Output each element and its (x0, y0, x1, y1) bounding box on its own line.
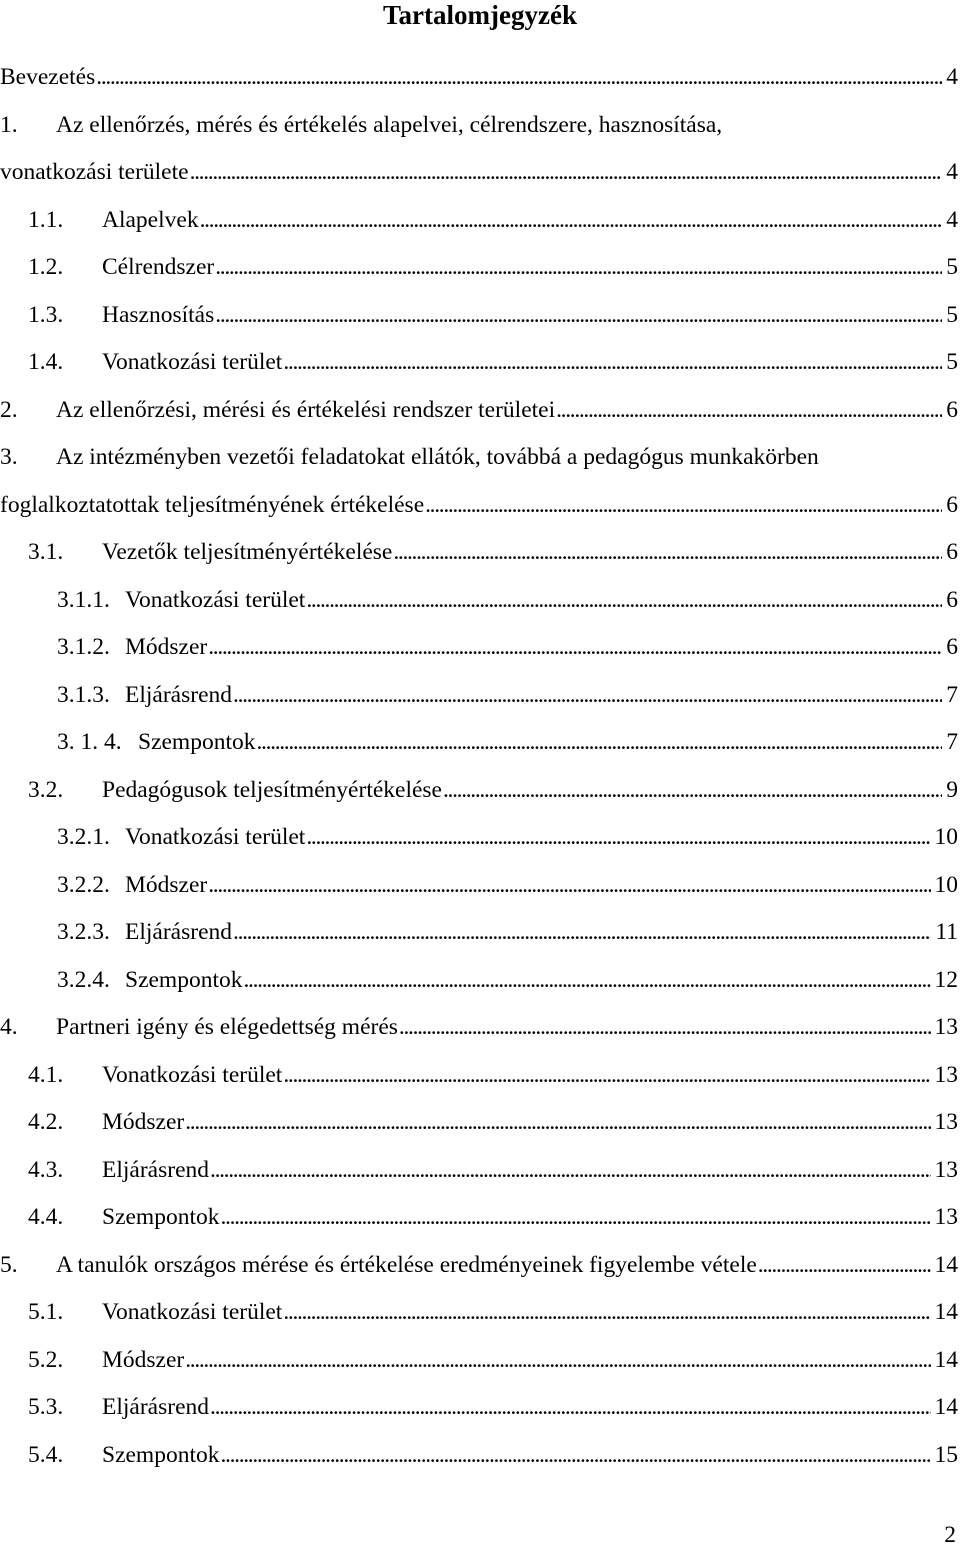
toc-entry-title: Szempontok (102, 1441, 220, 1468)
toc-dot-leader (758, 1242, 931, 1290)
toc-dot-leader (257, 719, 943, 767)
toc-entry[interactable] (0, 197, 960, 245)
toc-entry-title: Eljárásrend (102, 1156, 210, 1183)
toc-entry-number: 3.1.1. (57, 586, 110, 613)
toc-entry-title: Alapelvek (102, 206, 199, 233)
toc-dot-leader (283, 339, 942, 387)
toc-entry-number: 5.4. (28, 1441, 64, 1468)
toc-entry[interactable] (0, 292, 960, 340)
toc-entry-title: Bevezetés (0, 64, 96, 90)
toc-entry-title: Vonatkozási terület (125, 824, 306, 850)
toc-entry[interactable] (0, 434, 960, 529)
toc-entry-number: 4.1. (28, 1061, 64, 1088)
toc-entry-page: 13 (934, 1014, 958, 1040)
toc-entry-title: Hasznosítás (102, 301, 215, 328)
toc-entry[interactable] (0, 1337, 960, 1385)
toc-entry-title: Vezetők teljesítményértékelése (102, 539, 393, 565)
toc-dot-leader (210, 1384, 930, 1432)
toc-entry-number: 3.1.2. (57, 634, 110, 660)
toc-entry-number: 3. 1. 4. (57, 729, 122, 755)
toc-entry-page: 6 (946, 491, 958, 518)
toc-entry-title: Eljárásrend (125, 919, 233, 945)
toc-entry-title: Vonatkozási terület (102, 1299, 283, 1325)
toc-dot-leader (283, 1052, 930, 1100)
toc-entry-number: 3.1. (28, 539, 64, 565)
toc-entry-title: Célrendszer (102, 254, 215, 280)
toc-entry-title: Szempontok (125, 966, 243, 993)
toc-dot-leader (425, 482, 942, 530)
toc-entry-number: 3.2.4. (57, 966, 110, 993)
toc-entry-number: 1.2. (28, 254, 64, 280)
toc-entry[interactable] (0, 1289, 960, 1337)
toc-entry-title: foglalkoztatottak teljesítményének értékelése (0, 491, 425, 518)
toc-entry-title: vonatkozási területe (0, 159, 189, 185)
toc-entry-title-line: Az ellenőrzés, mérés és értékelés alapelvei, célrendszere, hasznosítása, (56, 111, 723, 138)
toc-dot-leader (221, 1432, 931, 1480)
toc-entry[interactable] (0, 1194, 960, 1242)
toc-entry-first-line (0, 102, 960, 150)
toc-entry-page: 4 (946, 206, 958, 233)
toc-entry[interactable] (0, 624, 960, 672)
toc-dot-leader (210, 1147, 930, 1195)
toc-dot-leader (244, 957, 931, 1005)
toc-dot-leader (215, 292, 942, 340)
toc-entry-page: 13 (934, 1204, 958, 1230)
toc-entry-title: Módszer (125, 634, 208, 660)
toc-dot-leader (306, 577, 942, 625)
toc-entry-title: Pedagógusok teljesítményértékelése (102, 776, 442, 803)
toc-entry[interactable] (0, 102, 960, 197)
toc-entry[interactable] (0, 1004, 960, 1052)
toc-entry-number: 5.2. (28, 1346, 64, 1373)
toc-entry-title: Szempontok (102, 1204, 220, 1230)
toc-entry-number: 3.2.1. (57, 824, 110, 850)
toc-dot-leader (185, 1337, 930, 1385)
toc-entry-page: 4 (946, 159, 958, 185)
toc-entry-title-line: Az intézményben vezetői feladatokat ellátók, továbbá a pedagógus munkakörben (56, 444, 819, 470)
toc-entry-title: Partneri igény és elégedettség mérés (56, 1014, 398, 1040)
toc-entry-page: 5 (946, 349, 958, 375)
toc-entry[interactable] (0, 862, 960, 910)
toc-dot-leader (393, 529, 942, 577)
toc-entry-number: 2. (0, 396, 18, 423)
toc-entry-number: 4.3. (28, 1156, 64, 1183)
toc-dot-leader (200, 197, 943, 245)
toc-entry-title: Vonatkozási terület (102, 349, 283, 375)
toc-entry[interactable] (0, 1432, 960, 1480)
toc-entry-page: 14 (934, 1346, 958, 1373)
toc-entry[interactable] (0, 719, 960, 767)
toc-dot-leader (399, 1004, 931, 1052)
toc-entry-number: 3.2.2. (57, 871, 110, 898)
toc-dot-leader (306, 814, 930, 862)
toc-entry-page: 15 (934, 1441, 958, 1468)
toc-dot-leader (221, 1194, 931, 1242)
toc-entry-title: Vonatkozási terület (102, 1061, 283, 1088)
toc-entry-page: 4 (946, 64, 958, 90)
toc-entry-page: 12 (934, 966, 958, 993)
toc-entry-page: 11 (935, 919, 958, 945)
toc-entry-page: 6 (946, 634, 958, 660)
toc-entry[interactable] (0, 1052, 960, 1100)
page-number: 2 (944, 1522, 956, 1548)
toc-entry-page: 14 (934, 1394, 958, 1420)
toc-entry-title: A tanulók országos mérése és értékelése eredményeinek figyelembe vétele (56, 1251, 757, 1278)
toc-entry-first-line (0, 434, 960, 482)
toc-entry-title: Eljárásrend (125, 681, 233, 708)
toc-entry-page: 13 (934, 1109, 958, 1135)
toc-entry-title: Módszer (125, 871, 208, 898)
toc-title: Tartalomjegyzék (383, 0, 577, 30)
toc-dot-leader (190, 149, 943, 197)
toc-entry[interactable] (0, 1242, 960, 1290)
toc-entry-page: 6 (946, 396, 958, 423)
toc-dot-leader (233, 909, 931, 957)
toc-entry[interactable] (0, 672, 960, 720)
toc-entry-number: 1.4. (28, 349, 64, 375)
toc-entry-number: 3.1.3. (57, 681, 110, 708)
toc-entry-number: 1. (0, 111, 18, 138)
toc-entry[interactable] (0, 909, 960, 957)
toc-entry-page: 5 (946, 254, 958, 280)
toc-entry-title: Az ellenőrzési, mérési és értékelési rendszer területei (56, 396, 556, 423)
toc-dot-leader (556, 387, 942, 435)
toc-entry-page: 10 (934, 871, 958, 898)
toc-entry-number: 5.3. (28, 1394, 64, 1420)
toc-entry-page: 13 (934, 1061, 958, 1088)
toc-entry-page: 9 (946, 776, 958, 803)
toc-dot-leader (215, 244, 942, 292)
toc-dot-leader (283, 1289, 930, 1337)
toc-entry-number: 3.2. (28, 776, 64, 803)
toc-entry[interactable] (0, 767, 960, 815)
toc-entry-page: 7 (946, 729, 958, 755)
toc-entry[interactable] (0, 387, 960, 435)
toc-entry[interactable] (0, 814, 960, 862)
toc-entry-title: Módszer (102, 1109, 185, 1135)
toc-entry-number: 4. (0, 1014, 18, 1040)
toc-entry[interactable] (0, 1384, 960, 1432)
toc-entry-page: 5 (946, 301, 958, 328)
toc-entry[interactable] (0, 1099, 960, 1147)
toc-entry-page: 14 (934, 1251, 958, 1278)
toc-entry-number: 5.1. (28, 1299, 64, 1325)
toc-entry-page: 14 (934, 1299, 958, 1325)
toc-entry-title: Vonatkozási terület (125, 586, 306, 613)
toc-entry-number: 1.3. (28, 301, 64, 328)
toc-entry-page: 6 (946, 539, 958, 565)
toc-entry-page: 10 (934, 824, 958, 850)
toc-list (0, 54, 960, 1479)
toc-entry-title: Szempontok (138, 729, 256, 755)
toc-dot-leader (443, 767, 942, 815)
toc-entry[interactable] (0, 529, 960, 577)
toc-dot-leader (208, 862, 930, 910)
toc-entry-number: 4.4. (28, 1204, 64, 1230)
toc-entry[interactable] (0, 244, 960, 292)
toc-dot-leader (96, 54, 942, 102)
toc-entry-number: 5. (0, 1251, 18, 1278)
toc-entry-page: 13 (934, 1156, 958, 1183)
toc-entry[interactable] (0, 957, 960, 1005)
toc-entry[interactable] (0, 1147, 960, 1195)
toc-entry[interactable] (0, 339, 960, 387)
toc-dot-leader (233, 672, 942, 720)
toc-entry-number: 3.2.3. (57, 919, 110, 945)
toc-entry[interactable] (0, 54, 960, 102)
toc-entry-title: Módszer (102, 1346, 185, 1373)
toc-entry-page: 7 (946, 681, 958, 708)
toc-entry-title: Eljárásrend (102, 1394, 210, 1420)
toc-entry-number: 1.1. (28, 206, 64, 233)
toc-entry-page: 6 (946, 586, 958, 613)
toc-entry-number: 4.2. (28, 1109, 64, 1135)
toc-dot-leader (185, 1099, 930, 1147)
toc-dot-leader (208, 624, 942, 672)
toc-entry-number: 3. (0, 444, 18, 470)
toc-entry[interactable] (0, 577, 960, 625)
